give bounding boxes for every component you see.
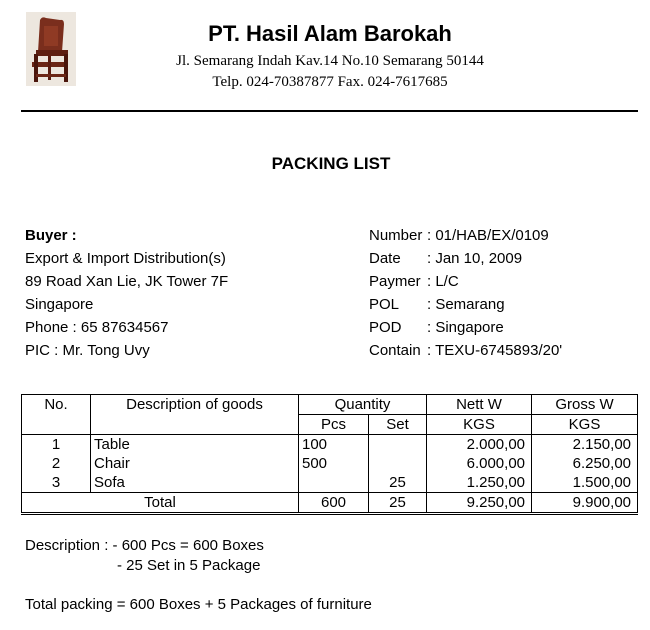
meta-number: Number : 01/HAB/EX/0109 (369, 227, 549, 244)
col-quantity: Quantity (299, 395, 427, 415)
meta-payment: Paymer : L/C (369, 273, 459, 290)
buyer-name: Export & Import Distribution(s) (25, 250, 226, 267)
packing-description (25, 536, 264, 576)
buyer-phone: Phone : 65 87634567 (25, 319, 169, 336)
shipment-meta (369, 224, 562, 362)
col-description: Description of goods (91, 395, 299, 435)
total-set: 25 (369, 493, 427, 514)
buyer-block (25, 224, 228, 362)
document-title: PACKING LIST (271, 154, 391, 173)
meta-container: Contain : TEXU-6745893/20' (369, 342, 563, 359)
total-packing: Total packing = 600 Boxes + 5 Packages of furniture (25, 596, 372, 613)
buyer-address: 89 Road Xan Lie, JK Tower 7F (25, 273, 229, 290)
total-gross: 9.900,00 (532, 493, 638, 514)
total-pcs: 600 (299, 493, 369, 514)
buyer-label: Buyer : (25, 227, 77, 244)
col-set: Set (369, 415, 427, 435)
meta-pod: POD : Singapore (369, 319, 504, 336)
total-label: Total (22, 493, 299, 514)
meta-date: Date : Jan 10, 2009 (369, 250, 523, 267)
col-nett: Nett W (427, 395, 532, 415)
table-row: 3 Sofa 25 1.250,00 1.500,00 (22, 473, 638, 493)
col-pcs: Pcs (299, 415, 369, 435)
buyer-city: Singapore (25, 296, 94, 313)
company-address: Jl. Semarang Indah Kav.14 No.10 Semarang 50144 (176, 53, 484, 69)
col-no: No. (22, 395, 91, 435)
library-chair-logo (26, 12, 76, 86)
company-name: PT. Hasil Alam Barokah (208, 21, 452, 46)
total-nett: 9.250,00 (427, 493, 532, 514)
meta-pol: POL : Semarang (369, 296, 505, 313)
table-row: 2 Chair 500 6.000,00 6.250,00 (22, 454, 638, 473)
table-total-row (22, 493, 638, 514)
col-nett-unit: KGS (427, 415, 532, 435)
col-gross: Gross W (532, 395, 638, 415)
table-header-row (22, 395, 638, 415)
description-line-1: Description : - 600 Pcs = 600 Boxes (25, 537, 264, 554)
col-gross-unit: KGS (532, 415, 638, 435)
company-phone-fax: Telp. 024-70387877 Fax. 024-7617685 (212, 74, 448, 90)
buyer-pic: PIC : Mr. Tong Uvy (25, 342, 150, 359)
table-row: 1 Table 100 2.000,00 2.150,00 (22, 435, 638, 455)
description-line-2: - 25 Set in 5 Package (117, 557, 261, 574)
header-divider (21, 110, 638, 112)
packing-table (21, 394, 638, 515)
